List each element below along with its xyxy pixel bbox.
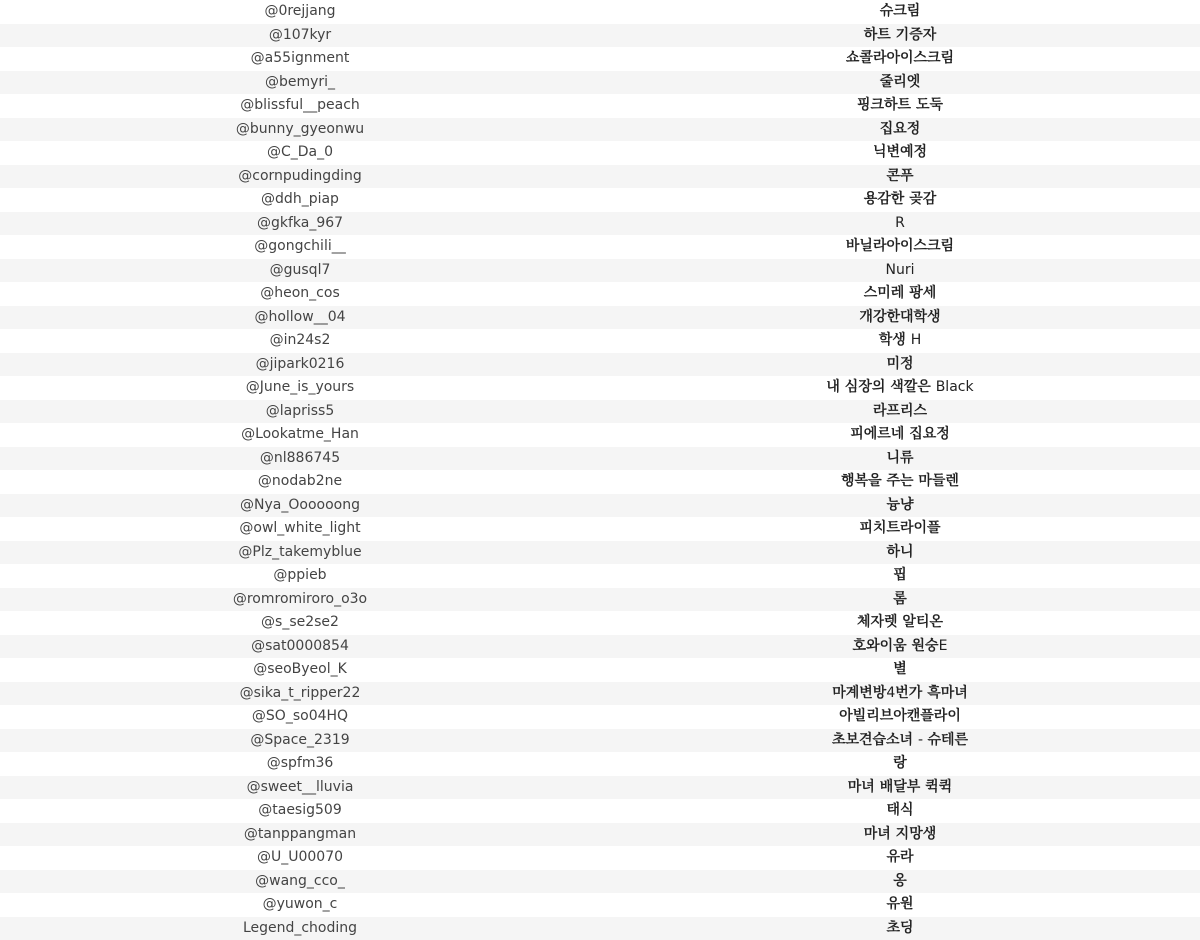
- user-handle: @107kyr: [0, 24, 600, 48]
- nickname-segment: 콘푸: [886, 167, 914, 184]
- table-row: [0, 917, 1200, 940]
- nickname: [600, 423, 1200, 447]
- table-row: [0, 24, 1200, 48]
- nickname: [600, 846, 1200, 870]
- nickname-segment: 4: [886, 684, 896, 701]
- user-handle: @sweet__lluvia: [0, 776, 600, 800]
- table-row: [0, 376, 1200, 400]
- user-handle: @gongchili__: [254, 238, 346, 254]
- nickname: [600, 541, 1200, 565]
- table-row: [0, 118, 1200, 142]
- nickname-segment: 마계변방: [832, 684, 887, 701]
- table-row: [0, 635, 1200, 659]
- table-row: [0, 776, 1200, 800]
- nickname-segment: 개강한대학생: [859, 308, 941, 325]
- user-handle: @U_U00070: [256, 849, 344, 865]
- table-row: [0, 870, 1200, 894]
- nickname-segment: 늉냥: [886, 496, 914, 513]
- nickname-segment: -: [917, 731, 928, 748]
- nickname: [600, 470, 1200, 494]
- user-handle: @bemyri_: [0, 71, 600, 95]
- nickname-segment: 행복을 주는 마들렌: [841, 473, 959, 489]
- nickname: [600, 259, 1200, 283]
- table-row: [0, 259, 1200, 283]
- nickname-segment: 하니: [886, 543, 914, 560]
- nickname: [600, 24, 1200, 48]
- nickname-segment: 아빌리브아캔플라이: [839, 708, 961, 724]
- user-handle: @Space_2319: [0, 729, 600, 753]
- nickname-segment: 초딩: [886, 919, 914, 936]
- user-handle: @bunny_gyeonwu: [0, 118, 600, 142]
- user-handle: @jipark0216: [0, 353, 600, 377]
- user-handle: @sat0000854: [0, 635, 600, 659]
- nickname: [600, 376, 1200, 400]
- nickname-segment: 핑크하트 도둑: [856, 97, 944, 113]
- nickname: [600, 118, 1200, 142]
- nickname-segment: 슈테른: [927, 731, 969, 748]
- nickname-segment: 닉변예정: [872, 144, 928, 160]
- table-row: [0, 353, 1200, 377]
- user-handle: @0rejjang: [264, 3, 336, 19]
- user-handle: @s_se2se2: [261, 614, 339, 630]
- user-handle: @SO_so04HQ: [251, 708, 349, 724]
- table-row: [0, 588, 1200, 612]
- nickname-segment: 번가 흑마녀: [895, 684, 968, 701]
- table-row: [0, 470, 1200, 494]
- user-handle: @blissful__peach: [240, 97, 360, 113]
- table-row: [0, 165, 1200, 189]
- nickname: [600, 400, 1200, 424]
- user-handle: @Nya_Oooooong: [0, 494, 600, 518]
- table-row: [0, 564, 1200, 588]
- nickname-segment: 쇼콜라아이스크림: [845, 50, 955, 66]
- nickname: [600, 517, 1200, 541]
- nickname: [600, 447, 1200, 471]
- table-row: [0, 541, 1200, 565]
- table-row: [0, 141, 1200, 165]
- user-handle: @nodab2ne: [257, 473, 343, 489]
- nickname-segment: 줄리엣: [879, 73, 921, 90]
- nickname: [600, 635, 1200, 659]
- table-row: [0, 658, 1200, 682]
- table-row: [0, 893, 1200, 917]
- nickname: [600, 212, 1200, 236]
- nickname-segment: 하트 기증자: [863, 26, 937, 43]
- table-row: [0, 611, 1200, 635]
- nickname-segment: 옹: [893, 872, 907, 889]
- user-handle: @seoByeol_K: [253, 661, 347, 677]
- user-handle: @taesig509: [258, 802, 342, 818]
- nickname: [600, 564, 1200, 588]
- table-row: [0, 705, 1200, 729]
- table-row: [0, 846, 1200, 870]
- nickname-segment: 마녀 배달부 퀵퀵: [847, 778, 953, 795]
- nickname: [600, 705, 1200, 729]
- user-handle: @tanppangman: [0, 823, 600, 847]
- nickname: [600, 306, 1200, 330]
- user-handle: @gkfka_967: [0, 212, 600, 236]
- nickname: [600, 494, 1200, 518]
- nickname-segment: 태식: [886, 802, 914, 818]
- table-row: [0, 188, 1200, 212]
- nickname: [600, 917, 1200, 940]
- user-handle: Legend_choding: [0, 917, 600, 940]
- table-row: [0, 94, 1200, 118]
- nickname: [600, 682, 1200, 706]
- nickname-segment: 피치트라이플: [859, 520, 941, 536]
- nickname: [600, 752, 1200, 776]
- nickname-segment: 별: [893, 661, 907, 677]
- user-handle: @lapriss5: [0, 400, 600, 424]
- user-handle: @owl_white_light: [239, 520, 361, 536]
- nickname-segment: 랑: [893, 755, 907, 771]
- table-row: [0, 729, 1200, 753]
- user-handle: @hollow__04: [0, 306, 600, 330]
- table-row: [0, 494, 1200, 518]
- table-row: [0, 71, 1200, 95]
- user-handle: @gusql7: [0, 259, 600, 283]
- nickname: [600, 282, 1200, 306]
- user-handle: @Lookatme_Han: [241, 426, 359, 442]
- table-row: [0, 423, 1200, 447]
- nickname-segment: 용감한 곶감: [863, 191, 937, 207]
- nickname-segment: 핍: [893, 567, 907, 583]
- nickname-segment: 스미레 팡세: [863, 285, 937, 301]
- nickname: [600, 729, 1200, 753]
- user-handle: @in24s2: [269, 332, 331, 348]
- user-handle: @heon_cos: [260, 285, 340, 301]
- nickname-segment: H: [910, 332, 922, 348]
- nickname: [600, 47, 1200, 71]
- nickname: [600, 823, 1200, 847]
- user-handle: @spfm36: [266, 755, 334, 771]
- nickname: [600, 71, 1200, 95]
- nickname: [600, 588, 1200, 612]
- nickname-segment: 초보견습소녀: [831, 731, 918, 748]
- nickname: [600, 0, 1200, 24]
- nickname-segment: 유라: [886, 849, 914, 865]
- nickname-segment: 바닐라아이스크림: [845, 238, 955, 254]
- table-row: [0, 752, 1200, 776]
- user-handle: @ddh_piap: [261, 191, 339, 207]
- table-row: [0, 799, 1200, 823]
- nickname-segment: 롬: [893, 590, 907, 607]
- table-row: [0, 282, 1200, 306]
- table-row: [0, 447, 1200, 471]
- table-row: [0, 47, 1200, 71]
- table-row: [0, 0, 1200, 24]
- user-handle: @romromiroro_o3o: [0, 588, 600, 612]
- nickname-segment: 피에르네 집요정: [850, 426, 950, 442]
- table-row: [0, 306, 1200, 330]
- table-row: [0, 329, 1200, 353]
- nickname: [600, 94, 1200, 118]
- nickname: [600, 893, 1200, 917]
- nickname: [600, 870, 1200, 894]
- nickname-segment: 내 심장의 색깔은: [826, 379, 936, 395]
- nickname: [600, 611, 1200, 635]
- table-row: [0, 517, 1200, 541]
- nickname-segment: 체자렛 알티온: [856, 614, 944, 630]
- nickname: [600, 658, 1200, 682]
- nickname-segment: 마녀 지망생: [863, 825, 937, 842]
- nickname: [600, 165, 1200, 189]
- user-handle: @Plz_takemyblue: [0, 541, 600, 565]
- nickname: [600, 353, 1200, 377]
- nickname-segment: 학생: [878, 332, 911, 348]
- user-handle: @yuwon_c: [262, 896, 338, 912]
- user-handle: @wang_cco_: [0, 870, 600, 894]
- nickname-segment: 미정: [886, 355, 914, 372]
- nickname-segment: 슈크림: [879, 3, 921, 19]
- nickname: [600, 329, 1200, 353]
- user-handle: @a55ignment: [250, 50, 350, 66]
- nickname-segment: E: [938, 637, 948, 654]
- user-handle: @cornpudingding: [0, 165, 600, 189]
- table-row: [0, 682, 1200, 706]
- table-row: [0, 823, 1200, 847]
- nickname-segment: 니류: [886, 449, 914, 466]
- nickname: [600, 776, 1200, 800]
- nickname-segment: 유원: [886, 896, 914, 912]
- user-handle: @ppieb: [273, 567, 327, 583]
- nickname-segment: Nuri: [885, 261, 915, 278]
- nickname: [600, 235, 1200, 259]
- nickname-segment: R: [895, 214, 905, 231]
- nickname-segment: 라프리스: [872, 402, 928, 419]
- table-row: [0, 235, 1200, 259]
- table-row: [0, 212, 1200, 236]
- user-handle: @June_is_yours: [245, 379, 355, 395]
- nickname: [600, 799, 1200, 823]
- user-handle: @C_Da_0: [266, 144, 334, 160]
- nickname-segment: 호와이움 원숭: [852, 637, 939, 654]
- nickname: [600, 141, 1200, 165]
- nickname: [600, 188, 1200, 212]
- nickname-segment: Black: [935, 379, 974, 395]
- user-handle: @nl886745: [0, 447, 600, 471]
- nickname-segment: 집요정: [879, 120, 921, 137]
- user-handle: @sika_t_ripper22: [0, 682, 600, 706]
- table-row: [0, 400, 1200, 424]
